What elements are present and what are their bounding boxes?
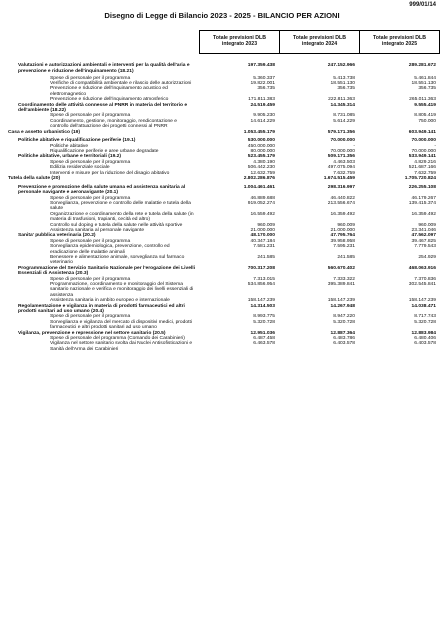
row-label: Spese di personale per il programma (50, 159, 131, 165)
value-2023: 197.359.438 (247, 63, 275, 69)
value-2024: 7.333.322 (333, 276, 355, 282)
row-label: Politiche abitative, urbane e territoriali (19.2) (18, 154, 122, 160)
value-2024: 6.403.578 (333, 341, 355, 347)
value-2023: 40.347.184 (250, 238, 275, 244)
value-2023: 506.442.230 (247, 165, 275, 171)
row-label: Vigilanza nel settore sanitario svolta dai Nuclei Antisofisticazioni e Sanità dell'Arma dei Carabinieri (50, 341, 193, 352)
value-2024: 579.171.356 (327, 129, 355, 135)
row-label: Spese di personale per il programma (50, 195, 131, 201)
value-2025: 47.562.097 (411, 233, 436, 239)
action-row (8, 201, 440, 212)
value-2023: 5.320.728 (253, 319, 275, 325)
action-row (8, 282, 440, 298)
value-2023: 356.735 (257, 86, 275, 92)
value-2023: 14.314.503 (250, 303, 275, 309)
row-label: Sorveglianza e vigilanza del mercato di dispositivi medici, prodotti farmaceutici e altri prodotti sanitari ad uso umano (50, 319, 192, 331)
value-2025: 6.403.578 (414, 341, 436, 347)
row-label: Programmazione, coordinamento e monitoraggio del Sistema sanitario nazionale e verifica e monitoraggio dei livelli essenziali di assistenza (50, 282, 194, 298)
value-2025: 1.705.720.824 (404, 176, 436, 182)
value-2024: - (353, 143, 355, 149)
program-row (8, 103, 440, 114)
value-2023: 919.052.274 (247, 200, 275, 206)
row-label: Riqualificazione periferie e aree urbane degradate (50, 149, 159, 155)
value-2025: 12.883.984 (411, 330, 436, 336)
value-2023: 19.822.001 (250, 81, 275, 86)
row-label: Edilizia residenziale sociale (50, 165, 110, 171)
value-2023: 1.004.461.461 (243, 184, 275, 190)
value-2023: 6.487.458 (253, 336, 275, 342)
row-label: Assistenza sanitaria in ambito europeo e internazionale (50, 298, 170, 304)
value-2025: 8.717.743 (414, 314, 436, 320)
value-2024: 5.614.229 (333, 118, 355, 124)
value-2023: 9.905.230 (253, 113, 275, 119)
value-2025: 960.009 (418, 222, 436, 228)
action-row (8, 244, 440, 255)
row-label: Sanita' pubblica veterinaria (20.2) (18, 233, 96, 239)
value-2024: 16.359.492 (330, 211, 355, 217)
row-label: Prevenzione e riduzione dell'inquinamento atmosferico (50, 97, 169, 103)
value-2025: 9.555.419 (414, 102, 436, 108)
program-row (8, 63, 440, 74)
value-2024: 960.009 (337, 222, 355, 228)
value-2025: 5.461.844 (414, 75, 436, 81)
action-row (8, 119, 440, 130)
row-label: Prevenzione e riduzione dell'inquinamento acustico ed elettromagnetico (50, 86, 168, 97)
row-label: Sorveglianza epidemiologica, prevenzione, controllo ed eradicazione delle malattie animali (50, 244, 170, 255)
value-2025: - (434, 143, 436, 149)
value-2025: 265.011.363 (409, 97, 436, 103)
column-header-2024: Totale previsioni DLB integrato 2024 (279, 30, 359, 54)
value-2025: 7.779.543 (414, 244, 436, 250)
value-2024: 247.152.966 (327, 63, 355, 69)
action-row (8, 320, 440, 331)
value-2024: 6.483.786 (333, 336, 355, 342)
value-2024: 46.440.822 (330, 195, 355, 201)
value-2024: 509.171.356 (327, 154, 355, 160)
value-2023: 16.559.492 (250, 211, 275, 217)
row-label: Spese di personale per il programma (50, 276, 131, 282)
value-2024: 1.674.515.459 (323, 176, 355, 182)
value-2024: 12.887.364 (330, 330, 355, 336)
value-2024: 356.735 (337, 86, 355, 92)
value-2023: 12.632.759 (250, 170, 275, 176)
value-2023: 24.519.459 (250, 102, 275, 108)
program-row (8, 304, 440, 315)
value-2024: 5.413.738 (333, 75, 355, 81)
value-2024: 7.632.759 (333, 170, 355, 176)
value-2023: 48.170.000 (250, 233, 275, 239)
row-label: Controllo sul doping e tutela della salute nelle attività sportive (50, 222, 183, 228)
value-2025: 750.000 (418, 118, 436, 124)
row-label: Sorveglianza, prevenzione e controllo delle malattie e tutela della salute (50, 200, 191, 212)
value-2025: 23.341.046 (411, 227, 436, 233)
row-label: Organizzazione e coordinamento della rete e tutela della salute (in materia di trasfusioni, trapianti, cecità ed altro) (50, 211, 194, 223)
value-2023: 530.000.000 (247, 138, 275, 144)
value-2024: 47.795.764 (330, 233, 355, 239)
value-2023: 700.317.208 (247, 265, 275, 271)
value-2024: 21.000.000 (330, 227, 355, 233)
value-2023: 450.000.000 (247, 143, 275, 149)
value-2024: 18.551.130 (330, 81, 355, 86)
row-label: Spese di personale per il programma (50, 113, 131, 119)
value-2024: 158.147.239 (327, 298, 355, 304)
value-2025: 533.949.141 (408, 154, 436, 160)
row-label: Programmazione del Servizio Sanitario Nazionale per l'erogazione dei Livelli Essenziali di Assistenza (20.3) (18, 265, 196, 277)
value-2024: 560.670.402 (327, 265, 355, 271)
value-2023: 12.951.036 (250, 330, 275, 336)
value-2023: 523.455.179 (247, 154, 275, 160)
page-title: Disegno di Legge di Bilancio 2023 - 2025 - BILANCIO PER AZIONI (104, 11, 340, 20)
value-2025: 5.320.728 (414, 319, 436, 325)
row-label: Assistenza sanitaria al personale navigante (50, 227, 145, 233)
value-2025: 139.415.374 (408, 200, 436, 206)
value-2025: 46.179.267 (411, 195, 436, 201)
action-row (8, 341, 440, 352)
action-row (8, 255, 440, 266)
value-2024: 298.316.997 (327, 184, 355, 190)
value-2025: 16.359.492 (411, 211, 436, 217)
value-2023: 80.000.000 (250, 149, 275, 155)
row-label: Verifiche di compatibilità ambientale e rilascio delle autorizzazioni (50, 81, 192, 86)
value-2025: 18.551.130 (411, 81, 436, 86)
value-2024: 70.000.000 (330, 138, 355, 144)
value-2025: 6.480.406 (414, 336, 436, 342)
value-2025: 7.632.759 (414, 170, 436, 176)
action-row (8, 212, 440, 223)
value-2025: 521.687.166 (408, 165, 436, 171)
value-2025: 39.467.825 (411, 238, 436, 244)
value-2023: 2.802.286.876 (243, 176, 275, 182)
row-label: Interventi e misure per la riduzione del disagio abitativo (50, 170, 170, 176)
row-label: Prevenzione e promozione della salute umana ed assistenza sanitaria al personale navigante e aeronavigante (20.1) (18, 184, 186, 196)
budget-table (8, 60, 440, 352)
value-2025: 4.829.216 (414, 159, 436, 165)
program-row (8, 266, 440, 277)
mission-row (8, 176, 440, 181)
value-2025: 70.000.000 (411, 149, 436, 155)
value-2024: 70.000.000 (330, 149, 355, 155)
value-2023: 14.614.229 (250, 118, 275, 124)
value-2024: 222.811.363 (328, 97, 355, 103)
value-2025: 158.147.239 (408, 298, 436, 304)
value-2023: 241.585 (257, 254, 275, 260)
value-2023: 6.463.578 (253, 341, 275, 347)
row-label: Spese di personale del programma (Comando dei Carabinieri) (50, 336, 185, 342)
value-2024: 14.267.948 (330, 303, 355, 309)
value-2023: 158.147.239 (247, 298, 275, 304)
value-2024: 14.345.314 (330, 102, 355, 108)
value-2024: 5.320.728 (333, 319, 355, 325)
row-label: Benessere e alimentazione animale, sorveglianza sul farmaco veterinario (50, 254, 185, 266)
value-2023: 171.811.383 (248, 97, 275, 103)
value-2024: 7.595.231 (333, 244, 355, 250)
value-2025: 468.063.916 (408, 265, 436, 271)
value-2024: 4.463.503 (333, 159, 355, 165)
row-label: Tutela della salute (20) (8, 176, 61, 182)
value-2023: 960.009 (257, 222, 275, 228)
value-2025: 254.929 (418, 254, 436, 260)
column-header-2023: Totale previsioni DLB integrato 2023 (199, 30, 279, 54)
value-2023: 5.360.337 (253, 75, 275, 81)
value-2023: 46.889.688 (250, 195, 275, 201)
value-2025: 7.370.836 (414, 276, 436, 282)
value-2023: 534.856.954 (247, 282, 275, 287)
column-header-2025: Totale previsioni DLB integrato 2025 (359, 30, 440, 54)
value-2025: 603.949.141 (408, 129, 436, 135)
value-2025: 289.281.672 (408, 63, 436, 69)
value-2025: 8.805.419 (414, 113, 436, 119)
value-2023: 7.581.231 (253, 244, 275, 250)
value-2024: 395.389.841 (327, 282, 355, 287)
value-2024: 8.947.220 (333, 314, 355, 320)
value-2023: 7.313.015 (253, 276, 275, 282)
row-label: Vigilanza, prevenzione e repressione nel settore sanitario (20.5) (18, 330, 166, 336)
row-label: Politiche abitative e riqualificazione periferie (19.1) (18, 138, 136, 144)
value-2025: 14.038.471 (411, 303, 436, 309)
value-2025: 226.255.108 (408, 184, 436, 190)
row-label: Valutazioni e autorizzazioni ambientali e interventi per la qualità dell'aria e prevenzione e riduzione dell'inquinamento (18.21) (18, 63, 190, 74)
value-2023: 8.993.775 (253, 314, 275, 320)
mission-row (8, 130, 440, 135)
value-2023: 1.053.455.179 (243, 129, 275, 135)
row-label: Coordinamento delle attività connesse al PNRR in materia del territorio e dell'ambiente (18.22) (18, 102, 188, 114)
value-2023: 21.000.000 (250, 227, 275, 233)
value-2025: 356.735 (418, 86, 436, 92)
program-row (8, 185, 440, 196)
row-label: Casa e assetto urbanistico (19) (8, 129, 81, 135)
column-headers (199, 30, 440, 54)
row-label: Spese di personale per il programma (50, 238, 131, 244)
value-2024: 8.731.085 (333, 113, 355, 119)
value-2025: 70.000.000 (411, 138, 436, 144)
action-row (8, 86, 440, 97)
row-label: Regolamentazione e vigilanza in materia di prodotti farmaceutici ed altri prodotti sanitari ad uso umano (20.4) (18, 303, 185, 315)
row-label: Spese di personale per il programma (50, 75, 131, 81)
row-label: Spese di personale per il programma (50, 314, 131, 320)
value-2025: 302.545.841 (408, 282, 436, 287)
value-2024: 213.556.674 (327, 200, 355, 206)
value-2024: 241.585 (337, 254, 355, 260)
row-label: Politiche abitative (50, 143, 89, 149)
value-2024: 39.958.958 (330, 238, 355, 244)
row-label: Coordinamento, gestione, monitoraggio, rendicontazione e controllo dell'attuazione dei progetti connessi al PNRR (50, 118, 177, 130)
document-code: 999/01/14 (409, 2, 436, 8)
value-2023: 4.380.190 (253, 159, 275, 165)
value-2024: 497.075.094 (327, 165, 355, 171)
